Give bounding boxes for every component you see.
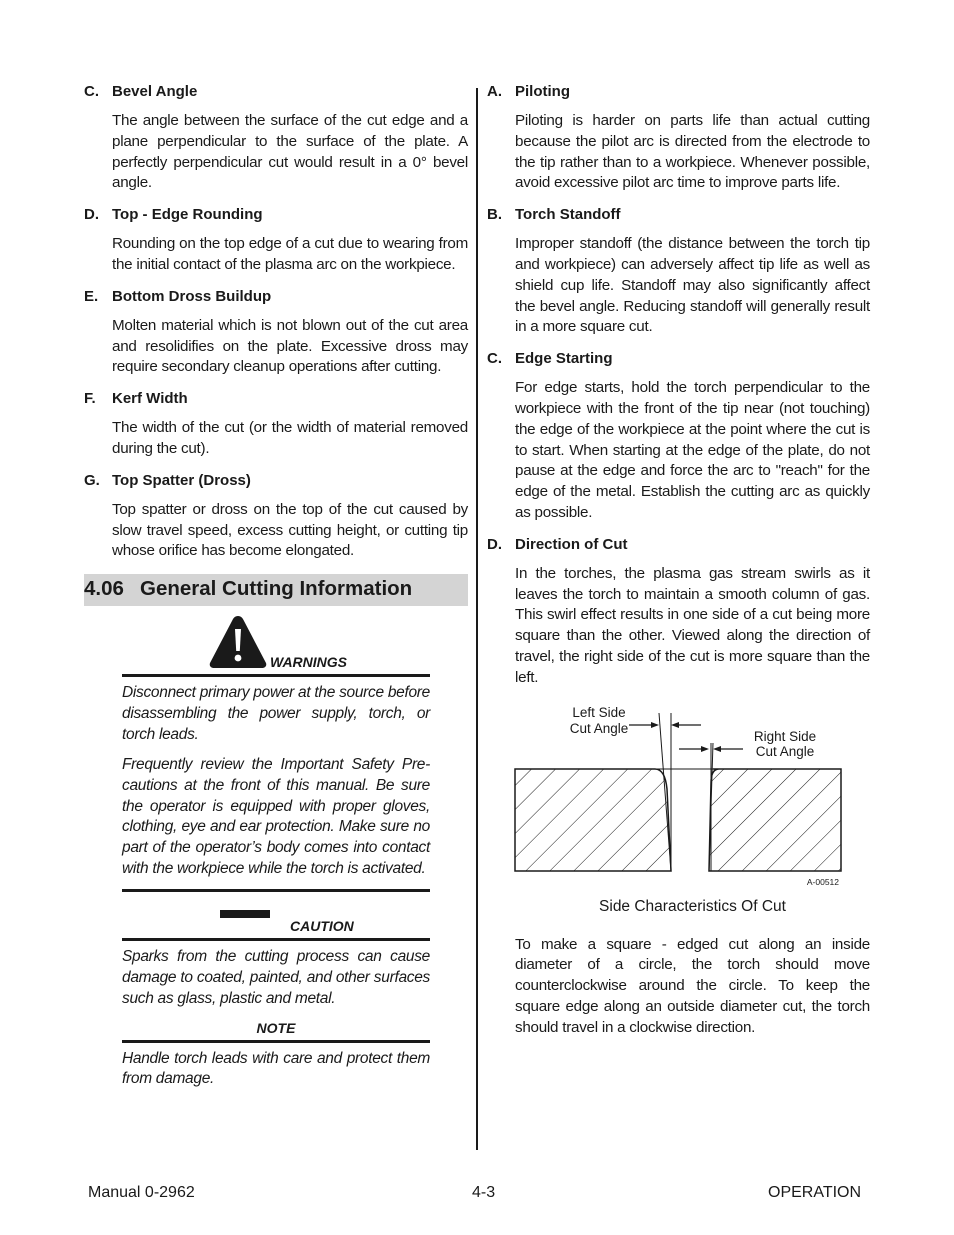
- warnings-label: WARNINGS: [270, 654, 347, 671]
- right-label-line2: Cut Angle: [755, 743, 815, 759]
- left-label-line2: Cut Angle: [569, 720, 629, 736]
- section-body: For edge starts, hold the torch perpendicular to the workpiece with the front of the tip near (not touching) the edge of the workpiece at the point where the cut is to start. When starting at the edge of the plate, do not pause at the edge and force the arc to "reach" for the edge of the metal. Establish the cutting arc as quickly as possible.: [515, 379, 870, 521]
- section-letter: C.: [487, 350, 502, 368]
- section-heading-title: General Cutting Information: [140, 577, 413, 601]
- warning-triangle-icon: [208, 614, 268, 670]
- caution-block: [122, 910, 430, 1009]
- section-body: In the torches, the plasma gas stream swirls as it leaves the torch to maintain a smooth column of gas. This swirl effect results in one side of a cut being more square than the other. Viewed along the direction of travel, the right side of the cut is more square than the left.: [515, 564, 870, 686]
- caution-bar: [220, 910, 270, 918]
- section-title: Kerf Width: [112, 390, 188, 408]
- footer-chapter: OPERATION: [768, 1184, 862, 1201]
- left-section: [84, 287, 468, 378]
- section-body: Molten material which is not blown out of the cut area and resolidifies on the plate. Excessive dross may require secondary cleanup operations after cutting.: [112, 316, 468, 376]
- column-divider: [476, 88, 478, 1150]
- footer-page-number: 4-3: [472, 1184, 496, 1201]
- warning-paragraph: Disconnect primary power at the source before disassembling the power supply, torch, or torch leads.: [122, 684, 430, 743]
- section-title: Direction of Cut: [515, 535, 628, 553]
- cut-diagram-figure: [487, 693, 870, 915]
- divider: [122, 889, 430, 892]
- divider: [122, 674, 430, 677]
- section-letter: D.: [84, 206, 99, 224]
- section-heading: [84, 574, 468, 606]
- section-body: The angle between the surface of the cut edge and a plane perpendicular to the surface of the plate. A perfectly perpendicular cut would result in a 0° bevel angle.: [112, 112, 468, 192]
- divider: [122, 1040, 430, 1043]
- right-section: [487, 535, 870, 689]
- left-column: [84, 80, 468, 1100]
- left-plate: [515, 769, 671, 871]
- section-title: Top - Edge Rounding: [112, 206, 263, 224]
- right-section: [487, 349, 870, 524]
- caution-text: Sparks from the cutting process can cause damage to coated, painted, and other surfaces such as glass, plastic and metal.: [122, 948, 430, 1007]
- section-title: Bevel Angle: [112, 83, 198, 100]
- left-section: [84, 205, 468, 276]
- section-body: Top spatter or dross on the top of the cut caused by slow travel speed, excess cutting height, or cutting tip whose orifice has become elongated.: [112, 500, 468, 560]
- warnings-block: [122, 614, 430, 892]
- section-body: Rounding on the top edge of a cut due to wearing from the initial contact of the plasma arc on the workpiece.: [112, 235, 468, 273]
- left-section: [84, 471, 468, 562]
- section-title: Top Spatter (Dross): [112, 471, 251, 489]
- section-title: Piloting: [515, 83, 570, 100]
- note-label: NOTE: [256, 1019, 296, 1036]
- right-section: [487, 82, 870, 194]
- right-label-line1: Right Side: [753, 728, 817, 744]
- figure-id: A-00512: [806, 876, 839, 887]
- right-plate: [709, 769, 841, 871]
- footer-manual: Manual 0-2962: [88, 1184, 195, 1201]
- note-block: [122, 1020, 430, 1090]
- caution-label: CAUTION: [290, 918, 354, 935]
- section-letter: C.: [84, 83, 99, 100]
- section-letter: F.: [84, 390, 96, 408]
- right-column: [487, 80, 870, 1050]
- figure-caption: Side Characteristics Of Cut: [599, 897, 786, 915]
- section-title: Torch Standoff: [515, 206, 621, 224]
- warning-paragraph: Frequently review the Important Safety Pre-cautions at the front of this manual. Be sure the operator is equipped with proper gloves, clothing, eye and ear protection. Make sure no part of the operator’s body comes into contact with the workpiece while the torch is activated.: [122, 756, 430, 877]
- section-body: Improper standoff (the distance between the torch tip and workpiece) can adversely affect tip life as well as shield cup life. Standoff may also significantly affect the bevel angle. Reducing standoff will generally result in a more square cut.: [515, 235, 870, 336]
- section-letter: G.: [84, 471, 100, 489]
- closing-paragraph: To make a square - edged cut along an inside diameter of a circle, the torch should move counterclockwise around the circle. To keep the square edge along an outside diameter cut, the torch should travel in a clockwise direction.: [515, 935, 870, 1036]
- section-body: Piloting is harder on parts life than actual cutting because the pilot arc is directed from the electrode to the tip rather than to a workpiece. Whenever possible, avoid excessive pilot arc time to improve parts life.: [515, 112, 870, 192]
- cut-diagram: [487, 693, 870, 889]
- section-title: Edge Starting: [515, 350, 613, 368]
- section-body: The width of the cut (or the width of material removed during the cut).: [112, 419, 468, 457]
- left-label-line1: Left Side: [572, 704, 626, 720]
- section-letter: D.: [487, 535, 502, 553]
- left-section: [84, 389, 468, 460]
- left-section: [84, 82, 468, 194]
- right-section: [487, 205, 870, 338]
- section-letter: B.: [487, 206, 502, 224]
- section-letter: E.: [84, 287, 99, 305]
- divider: [122, 938, 430, 941]
- section-number: 4.06: [84, 577, 124, 601]
- section-title: Bottom Dross Buildup: [112, 287, 272, 305]
- note-text: Handle torch leads with care and protect them from damage.: [122, 1049, 430, 1088]
- section-letter: A.: [487, 83, 502, 100]
